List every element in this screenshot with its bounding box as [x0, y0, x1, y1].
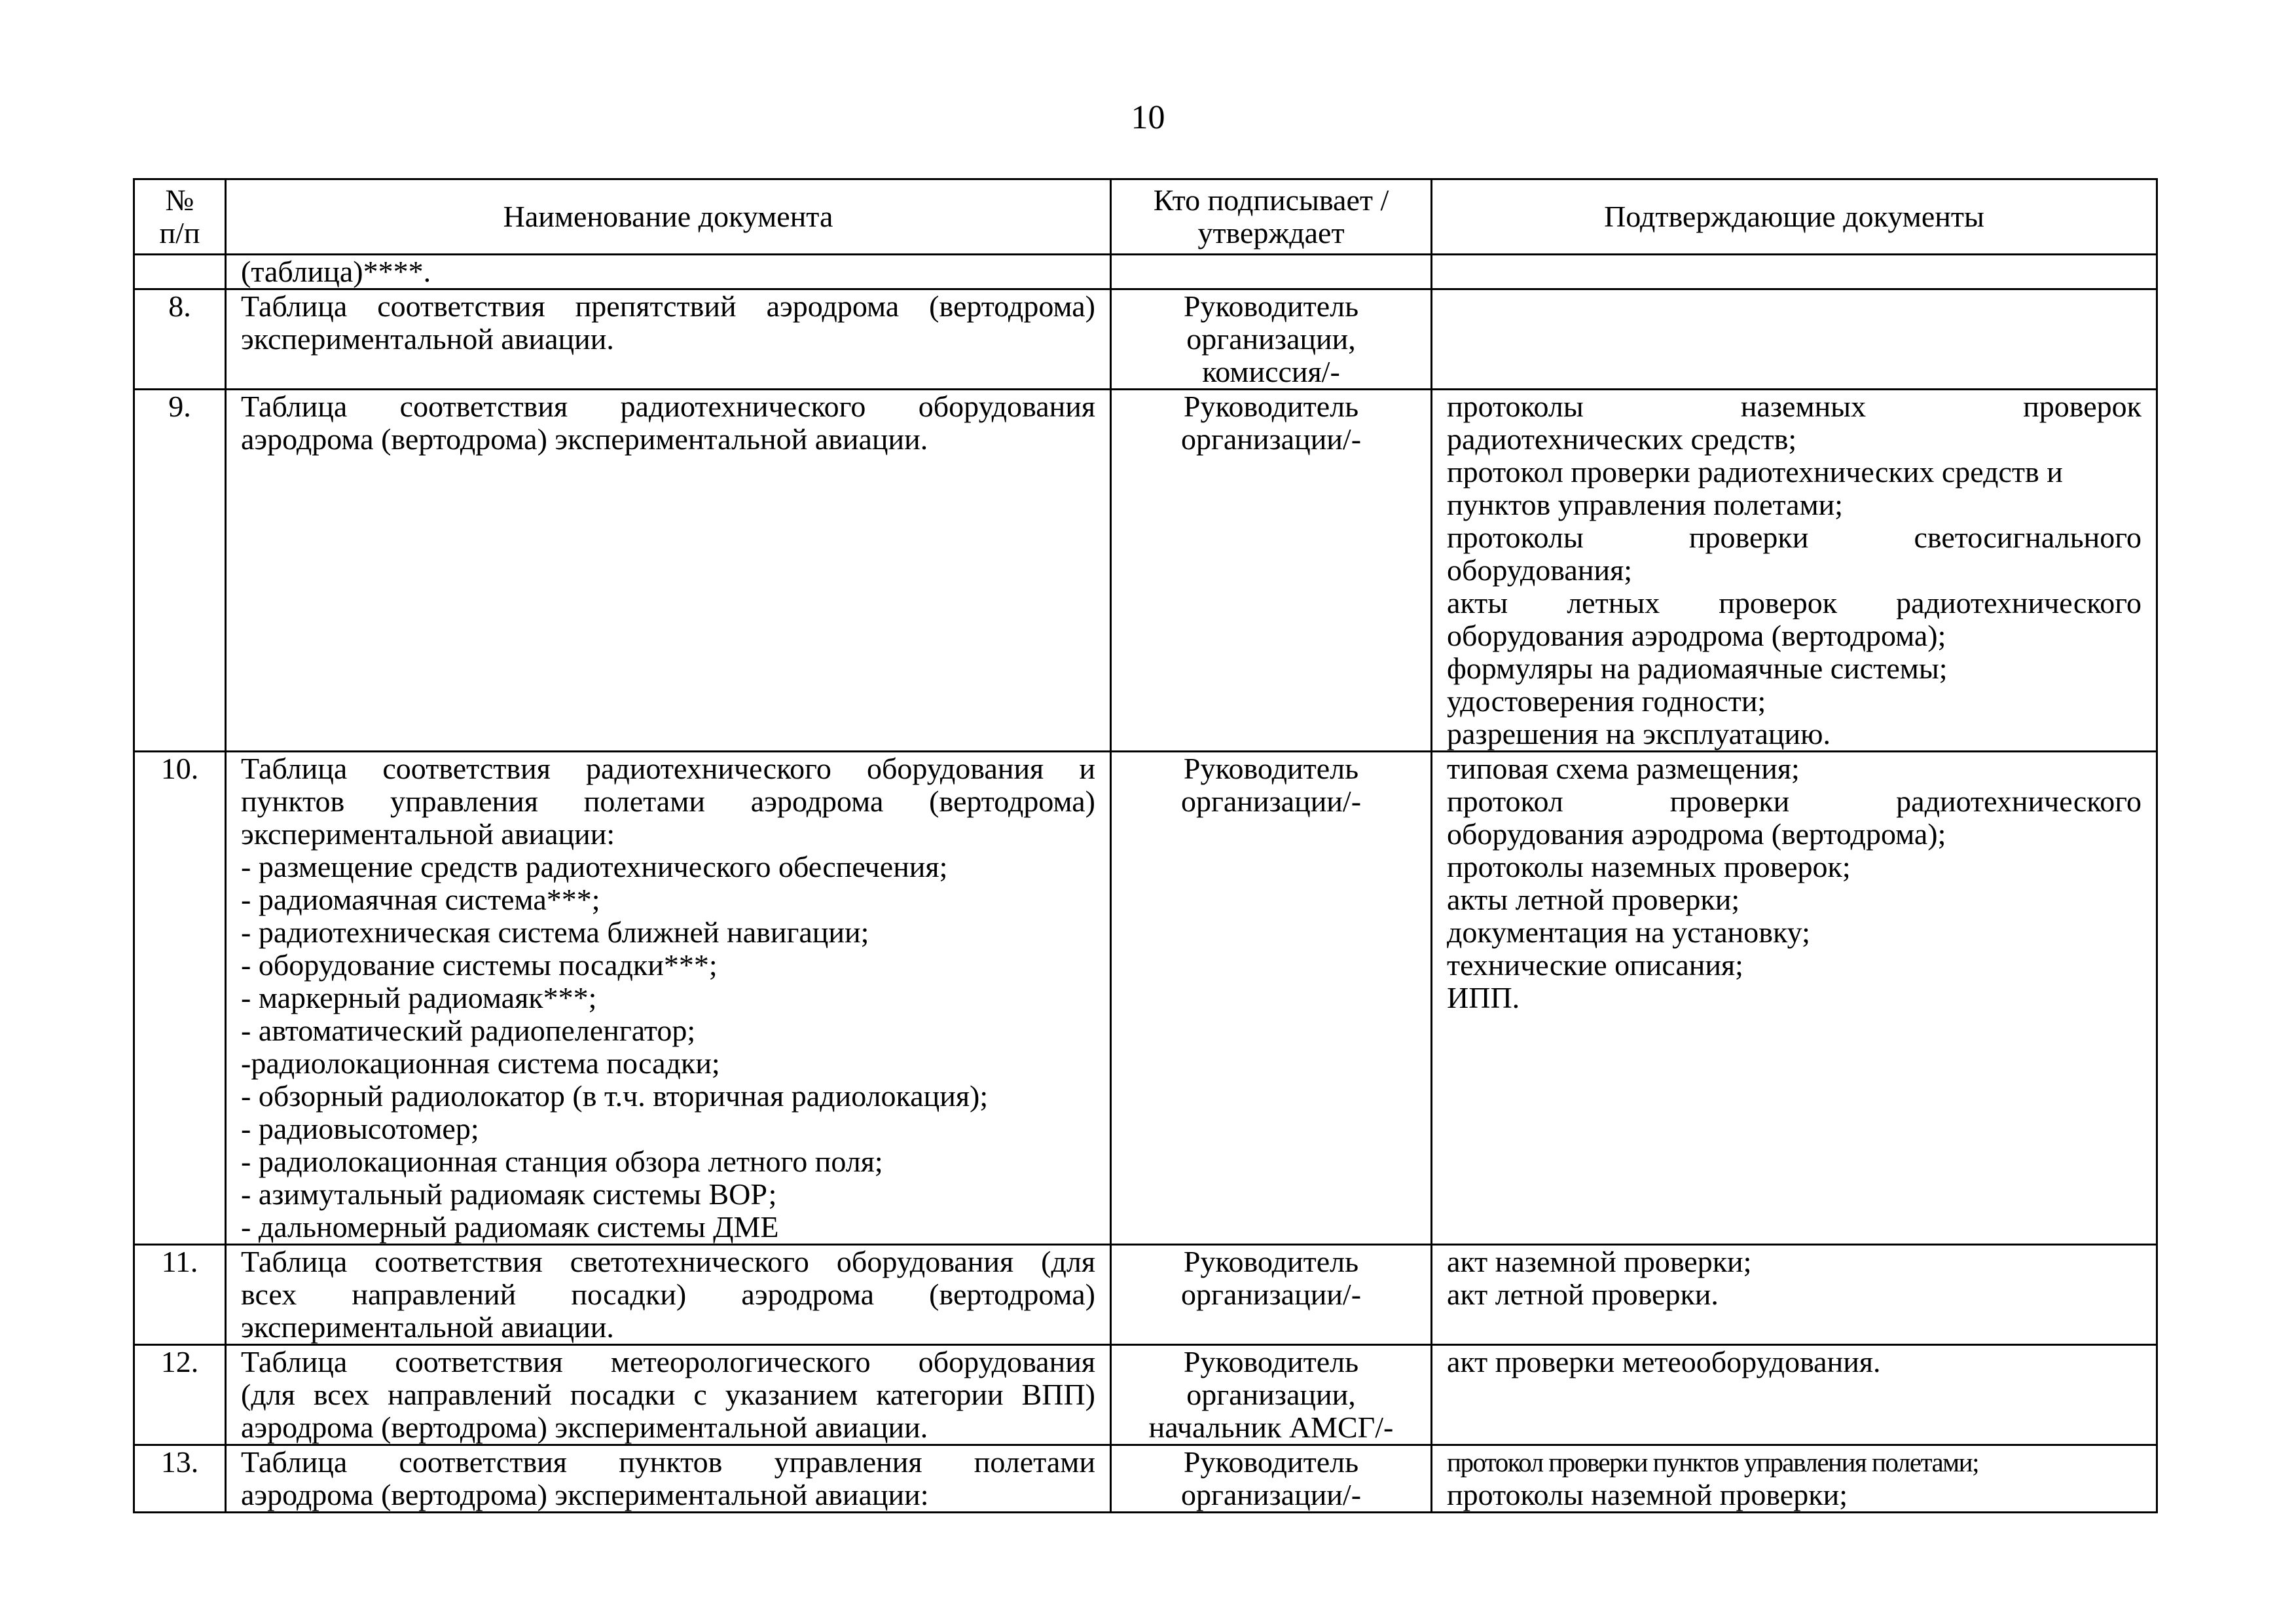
name-line: Таблица соответствия радиотехнического оборудования [241, 390, 1095, 423]
documents-table [133, 178, 2158, 1513]
cell-proof [1432, 255, 2157, 289]
cell-who [1111, 390, 1432, 752]
cell-proof [1432, 1245, 2157, 1345]
name-line: аэродрома (вертодрома) экспериментальной авиации: [241, 1478, 929, 1511]
proof-line: протокол проверки радиотехнических средств и [1447, 455, 2063, 489]
name-line: Таблица соответствия радиотехнического оборудования и [241, 752, 1095, 785]
name-line: - дальномерный радиомаяк системы ДМЕ [241, 1210, 779, 1244]
who-line: организации/- [1180, 784, 1362, 818]
cell-num: 10. [134, 752, 226, 1245]
proof-line: акт летной проверки. [1447, 1278, 1719, 1311]
who-line: организации/- [1180, 422, 1362, 456]
name-line: Таблица соответствия пунктов управления полетами [241, 1445, 1095, 1479]
header-num-line: № [165, 183, 194, 217]
proof-line: пунктов управления полетами; [1447, 488, 1844, 521]
header-num-line: п/п [159, 216, 200, 249]
cell-name [226, 1445, 1111, 1513]
name-line: (для всех направлений посадки с указанием категории ВПП) [241, 1378, 1095, 1411]
who-line: Руководитель [1183, 390, 1359, 423]
proof-line: акты летных проверок радиотехнического [1447, 586, 2141, 619]
cell-num [134, 255, 226, 289]
name-line: - обзорный радиолокатор (в т.ч. вторичная радиолокация); [241, 1079, 989, 1113]
header-who-line: утверждает [1197, 216, 1345, 249]
cell-name [226, 289, 1111, 390]
proof-line: формуляры на радиомаячные системы; [1447, 652, 1948, 685]
cell-proof [1432, 289, 2157, 390]
table-row-continuation [134, 255, 2157, 289]
table-header-row [134, 179, 2157, 255]
table-row [134, 390, 2157, 752]
cell-who [1111, 289, 1432, 390]
cell-name [226, 1245, 1111, 1345]
who-line: организации, [1186, 1378, 1356, 1411]
cell-num: 8. [134, 289, 226, 390]
who-line: Руководитель [1183, 1345, 1359, 1378]
name-line: - автоматический радиопеленгатор; [241, 1014, 696, 1047]
who-line: организации/- [1180, 1278, 1362, 1311]
name-line: (таблица)****. [241, 255, 431, 288]
name-line: всех направлений посадки) аэродрома (вертодрома) [241, 1278, 1095, 1311]
name-line: - радиомаячная система***; [241, 883, 600, 916]
header-proof: Подтверждающие документы [1432, 179, 2157, 255]
proof-line: оборудования аэродрома (вертодрома); [1447, 619, 1946, 652]
cell-num: 11. [134, 1245, 226, 1345]
who-line: начальник АМСГ/- [1148, 1411, 1394, 1444]
table-row [134, 752, 2157, 1245]
table-row [134, 289, 2157, 390]
who-line: организации, [1186, 322, 1356, 356]
proof-line: протоколы наземных проверок; [1447, 850, 1851, 883]
cell-num: 12. [134, 1345, 226, 1445]
table-row [134, 1245, 2157, 1345]
proof-line: ИПП. [1447, 981, 1520, 1014]
header-name: Наименование документа [226, 179, 1111, 255]
proof-line: типовая схема размещения; [1447, 752, 1800, 785]
proof-line: протоколы наземной проверки; [1447, 1478, 1848, 1511]
who-line: Руководитель [1183, 1445, 1359, 1479]
name-line: - азимутальный радиомаяк системы ВОР; [241, 1177, 777, 1211]
cell-who [1111, 255, 1432, 289]
proof-line: радиотехнических средств; [1447, 422, 1797, 456]
name-line: - маркерный радиомаяк***; [241, 981, 597, 1014]
name-line: - радиовысотомер; [241, 1112, 479, 1145]
cell-name [226, 1345, 1111, 1445]
proof-line: протоколы проверки светосигнального [1447, 521, 2141, 554]
name-line: - размещение средств радиотехнического обеспечения; [241, 850, 948, 883]
header-who [1111, 179, 1432, 255]
name-line: Таблица соответствия светотехнического оборудования (для [241, 1245, 1095, 1278]
proof-line: протокол проверки пунктов управления полетами; [1447, 1447, 1978, 1477]
proof-line: документация на установку; [1447, 915, 1810, 949]
cell-num: 9. [134, 390, 226, 752]
proof-line: протокол проверки радиотехнического [1447, 784, 2141, 818]
who-line: Руководитель [1183, 1245, 1359, 1278]
header-who-line: Кто подписывает / [1153, 183, 1389, 217]
cell-who [1111, 1245, 1432, 1345]
table-row [134, 1345, 2157, 1445]
name-line: Таблица соответствия препятствий аэродрома (вертодрома) [241, 289, 1095, 323]
cell-who [1111, 1345, 1432, 1445]
name-line: - оборудование системы посадки***; [241, 948, 718, 982]
proof-line: разрешения на эксплуатацию. [1447, 717, 1831, 750]
cell-who [1111, 1445, 1432, 1513]
name-line: - радиотехническая система ближней навигации; [241, 915, 869, 949]
name-line: - радиолокационная станция обзора летного поля; [241, 1145, 883, 1178]
name-line: аэродрома (вертодрома) экспериментальной авиации. [241, 1411, 928, 1444]
proof-line: акты летной проверки; [1447, 883, 1740, 916]
name-line: экспериментальной авиации: [241, 817, 615, 851]
proof-line: оборудования аэродрома (вертодрома); [1447, 817, 1946, 851]
cell-proof [1432, 1445, 2157, 1513]
cell-name [226, 752, 1111, 1245]
cell-name [226, 255, 1111, 289]
who-line: Руководитель [1183, 289, 1359, 323]
name-line: экспериментальной авиации. [241, 1310, 614, 1344]
cell-proof [1432, 390, 2157, 752]
cell-proof [1432, 752, 2157, 1245]
cell-name [226, 390, 1111, 752]
cell-proof [1432, 1345, 2157, 1445]
name-line: аэродрома (вертодрома) экспериментальной авиации. [241, 422, 928, 456]
name-line: экспериментальной авиации. [241, 322, 614, 356]
name-line: Таблица соответствия метеорологического оборудования [241, 1345, 1095, 1378]
cell-num: 13. [134, 1445, 226, 1513]
proof-line: удостоверения годности; [1447, 684, 1766, 718]
name-line: -радиолокационная система посадки; [241, 1046, 720, 1080]
who-line: комиссия/- [1202, 355, 1340, 388]
proof-line: протоколы наземных проверок [1447, 390, 2141, 423]
proof-line: технические описания; [1447, 948, 1743, 982]
page-number: 10 [1131, 99, 1165, 136]
proof-line: оборудования; [1447, 553, 1633, 587]
cell-who [1111, 752, 1432, 1245]
name-line: пунктов управления полетами аэродрома (вертодрома) [241, 784, 1095, 818]
proof-line: акт проверки метеооборудования. [1447, 1345, 1881, 1378]
table-row [134, 1445, 2157, 1513]
header-num [134, 179, 226, 255]
proof-line: акт наземной проверки; [1447, 1245, 1752, 1278]
who-line: организации/- [1180, 1478, 1362, 1511]
who-line: Руководитель [1183, 752, 1359, 785]
